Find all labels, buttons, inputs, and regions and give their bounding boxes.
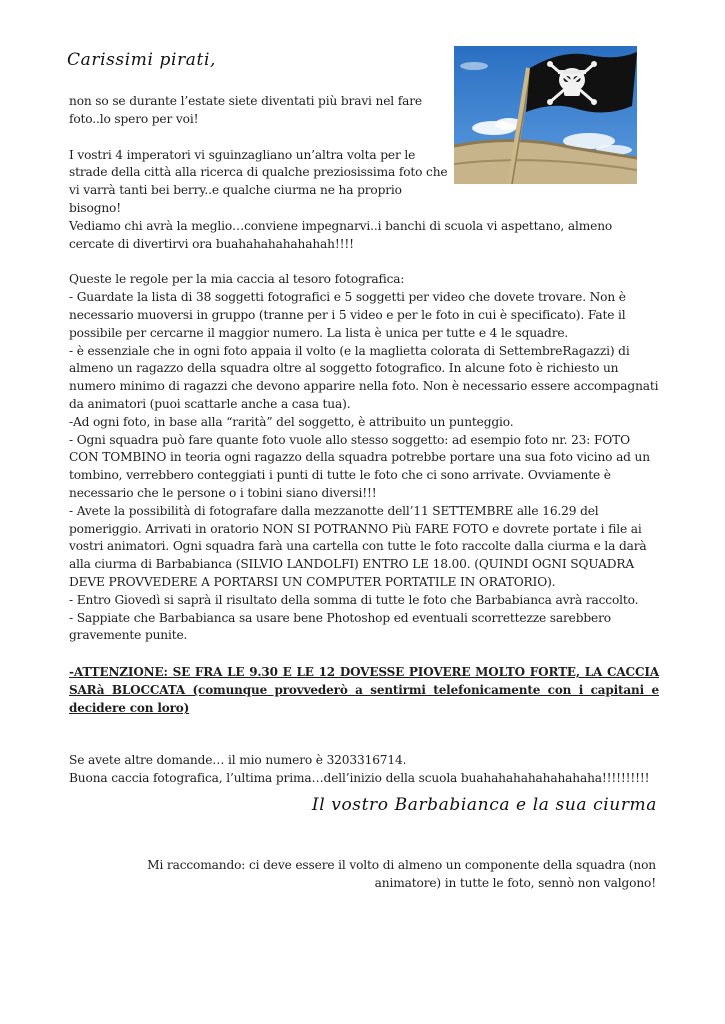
- closing-line: Buona caccia fotografica, l’ultima prima…dell’inizio della scuola buahahahahahahahaha!!!!!!!!!!: [69, 770, 650, 785]
- salutation: Carissimi pirati,: [67, 50, 217, 70]
- footer-note: Mi raccomando: ci deve essere il volto di almeno un componente della squadra (non animatore) in tutte le foto, sennò non valgono!: [147, 858, 656, 890]
- rule-item: - Avete la possibilità di fotografare dalla mezzanotte dell’11 SETTEMBRE alle 16.29 del pomeriggio. Arrivati in oratorio NON SI POTRANNO Più FARE FOTO e dovrete portate i file ai vostri animatori. Ogni squadra farà una cartella con tutte le foto raccolte dalla ciurma e la darà alla ciurma di Barbabianca (SILVIO LANDOLFI) ENTRO LE 18.00. (QUINDI OGNI SQUADRA DEVE PROVVEDERE A PORTARSI UN COMPUTER PORTATILE IN ORATORIO).: [69, 503, 647, 589]
- emperors-paragraph: [69, 147, 613, 254]
- emperors-text-2: Vediamo chi avrà la meglio…conviene impegnarvi..i banchi di scuola vi aspettano, almeno cercate di divertirvi ora buahahahahahahah!!!!: [69, 218, 613, 251]
- rules-title: Queste le regole per la mia caccia al tesoro fotografica:: [69, 272, 405, 287]
- signature: Il vostro Barbabianca e la sua ciurma: [311, 795, 657, 815]
- contact-line: Se avete altre domande… il mio numero è 3203316714.: [69, 753, 407, 768]
- rule-item: - Entro Giovedì si saprà il risultato della somma di tutte le foto che Barbabianca avrà raccolto.: [69, 592, 639, 607]
- letter-body: [69, 93, 659, 788]
- rule-item: - è essenziale che in ogni foto appaia il volto (e la maglietta colorata di SettembreRagazzi) di almeno un ragazzo della squadra oltre al soggetto fotografico. In alcune foto è richiesto un numero minimo di ragazzi che devono apparire nella foto. Non è necessario essere accompagnati da animatori (puoi scattarle anche a casa tua).: [69, 343, 659, 411]
- rule-item: -Ad ogni foto, in base alla “rarità” del soggetto, è attribuito un punteggio.: [69, 414, 514, 429]
- attention-notice: -ATTENZIONE: SE FRA LE 9.30 E LE 12 DOVESSE PIOVERE MOLTO FORTE, LA CACCIA SARà BLOCCATA (comunque provvederò a sentirmi telefonicamente con i capitani e decidere con loro): [69, 665, 659, 716]
- rule-item: - Ogni squadra può fare quante foto vuole allo stesso soggetto: ad esempio foto nr. 23: FOTO CON TOMBINO in teoria ogni ragazzo della squadra potrebbe portare una sua foto vicino ad un tombino, verrebbero conteggiati i punti di tutte le foto che ci sono arrivate. Ovviamente è necessario che le persone o i tobini siano diversi!!!: [69, 432, 650, 500]
- intro-paragraph: non so se durante l’estate siete diventati più bravi nel fare foto..lo spero per voi!: [69, 94, 422, 126]
- rule-item: - Guardate la lista di 38 soggetti fotografici e 5 soggetti per video che dovete trovare. Non è necessario muoversi in gruppo (tranne per i 5 video e per le foto in cui è specificato). Fate il possibile per cercarne il maggior numero. La lista è unica per tutte e 4 le squadre.: [69, 290, 626, 340]
- rule-item: - Sappiate che Barbabianca sa usare bene Photoshop ed eventuali scorrettezze sarebbero gravemente punite.: [69, 610, 611, 643]
- emperors-text-1: I vostri 4 imperatori vi sguinzagliano un’altra volta per le strade della città alla ricerca di qualche preziosissima foto che vi varrà tanti bei berry..e qualche ciurma ne ha proprio bisogno!: [69, 147, 448, 215]
